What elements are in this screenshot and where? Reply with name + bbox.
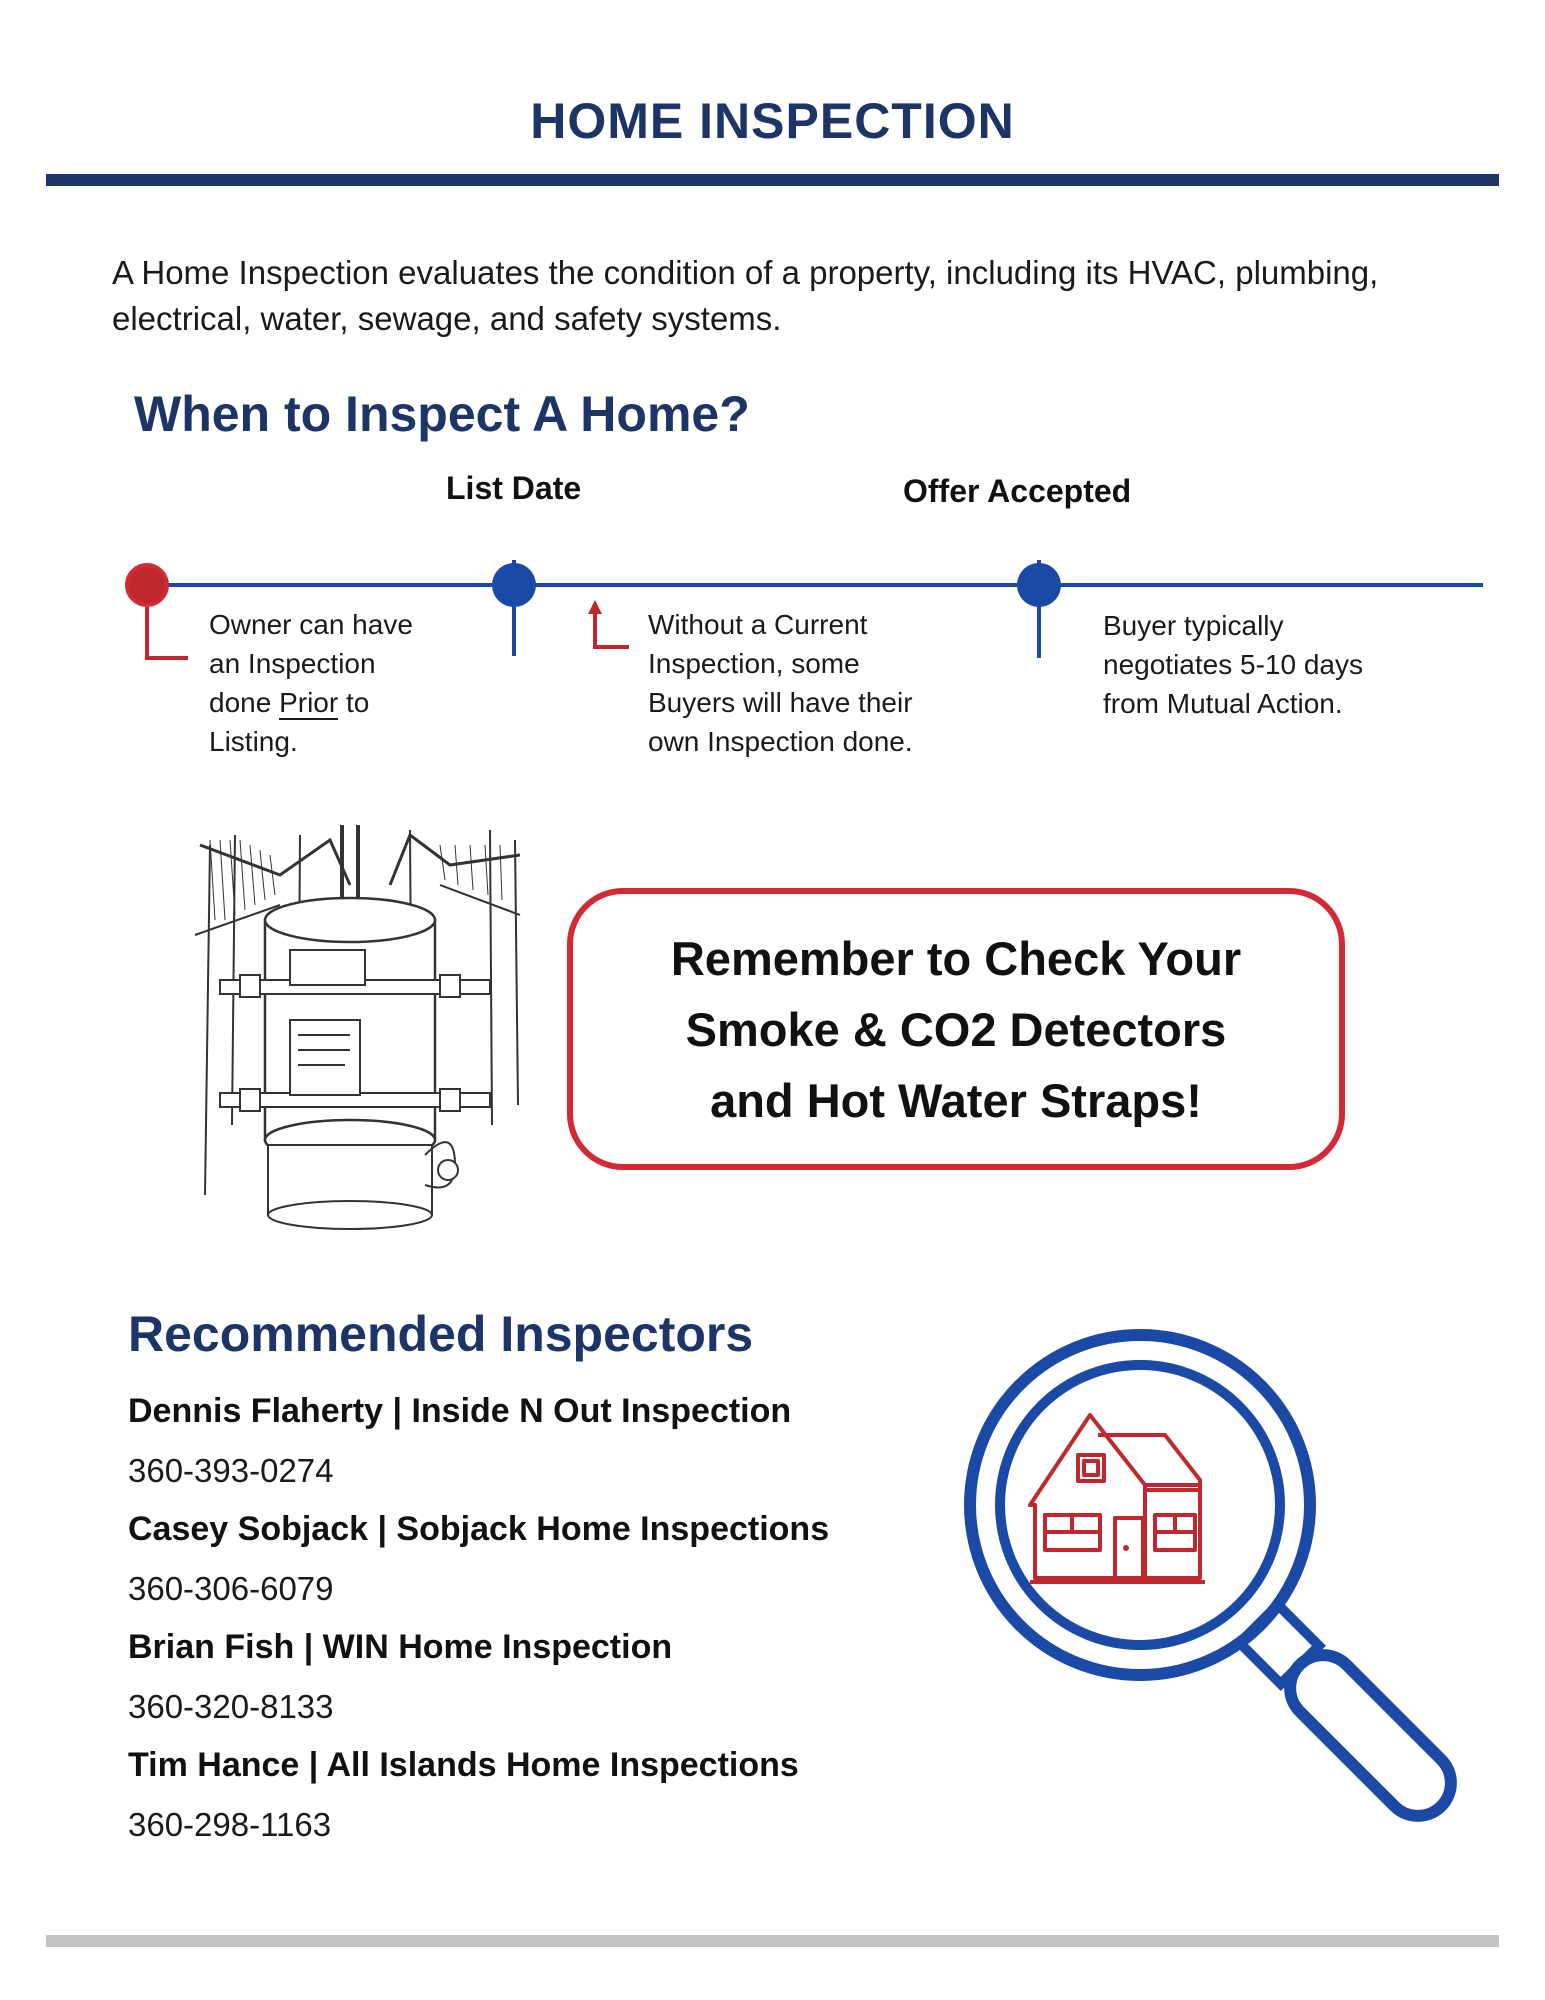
- inspector-name: Brian Fish | WIN Home Inspection: [128, 1628, 673, 1666]
- note-line: Inspection, some: [648, 648, 860, 679]
- offer-accepted-marker: [1017, 563, 1061, 607]
- note-text: to: [338, 687, 370, 718]
- note-line: an Inspection: [209, 648, 376, 679]
- note-line: Listing.: [209, 726, 298, 757]
- when-heading: When to Inspect A Home?: [134, 386, 750, 442]
- buyers-note-arrow: [595, 612, 629, 647]
- inspectors-heading: Recommended Inspectors: [128, 1306, 754, 1362]
- reminder-box: [567, 888, 1345, 1170]
- note-line: Buyer typically: [1103, 610, 1284, 641]
- note-line: [209, 683, 509, 722]
- page-title: HOME INSPECTION: [530, 93, 1015, 149]
- footer-divider: [46, 1935, 1499, 1947]
- note-line: own Inspection done.: [648, 726, 913, 757]
- owner-note-bracket: [147, 607, 188, 658]
- intro-paragraph: A Home Inspection evaluates the condition of a property, including its HVAC, plumbing, electrical, water, sewage, and safety systems.: [112, 254, 1379, 337]
- inspector-phone: 360-320-8133: [128, 1688, 334, 1725]
- reminder-line: and Hot Water Straps!: [710, 1073, 1202, 1127]
- offer-accepted-label: Offer Accepted: [903, 473, 1132, 509]
- note-text: done: [209, 687, 280, 718]
- inspector-phone: 360-298-1163: [128, 1806, 332, 1843]
- note-line: Owner can have: [209, 609, 413, 640]
- water-heater-illustration: [190, 825, 530, 1240]
- reminder-line: Remember to Check Your: [670, 931, 1242, 985]
- negotiation-note: [1103, 606, 1463, 723]
- underlined-word: Prior: [279, 687, 339, 718]
- inspector-name: Casey Sobjack | Sobjack Home Inspections: [128, 1510, 830, 1548]
- magnifying-glass-house-icon: [950, 1310, 1470, 1850]
- inspector-phone: 360-306-6079: [128, 1570, 334, 1607]
- arrow-head-icon: [588, 600, 602, 614]
- inspector-name: Dennis Flaherty | Inside N Out Inspection: [128, 1392, 792, 1430]
- owner-start-marker: [127, 565, 167, 605]
- inspector-phone: 360-393-0274: [128, 1452, 334, 1489]
- buyers-inspection-note: [648, 605, 1008, 761]
- note-line: from Mutual Action.: [1103, 688, 1343, 719]
- inspector-name: Tim Hance | All Islands Home Inspections: [128, 1746, 799, 1784]
- note-line: Buyers will have their: [648, 687, 913, 718]
- note-line: Without a Current: [648, 609, 868, 640]
- list-date-marker: [492, 563, 536, 607]
- owner-inspection-note: [209, 605, 509, 761]
- list-date-label: List Date: [446, 470, 582, 506]
- reminder-text: [671, 923, 1241, 1136]
- note-line: negotiates 5-10 days: [1103, 649, 1363, 680]
- reminder-line: Smoke & CO2 Detectors: [685, 1002, 1227, 1056]
